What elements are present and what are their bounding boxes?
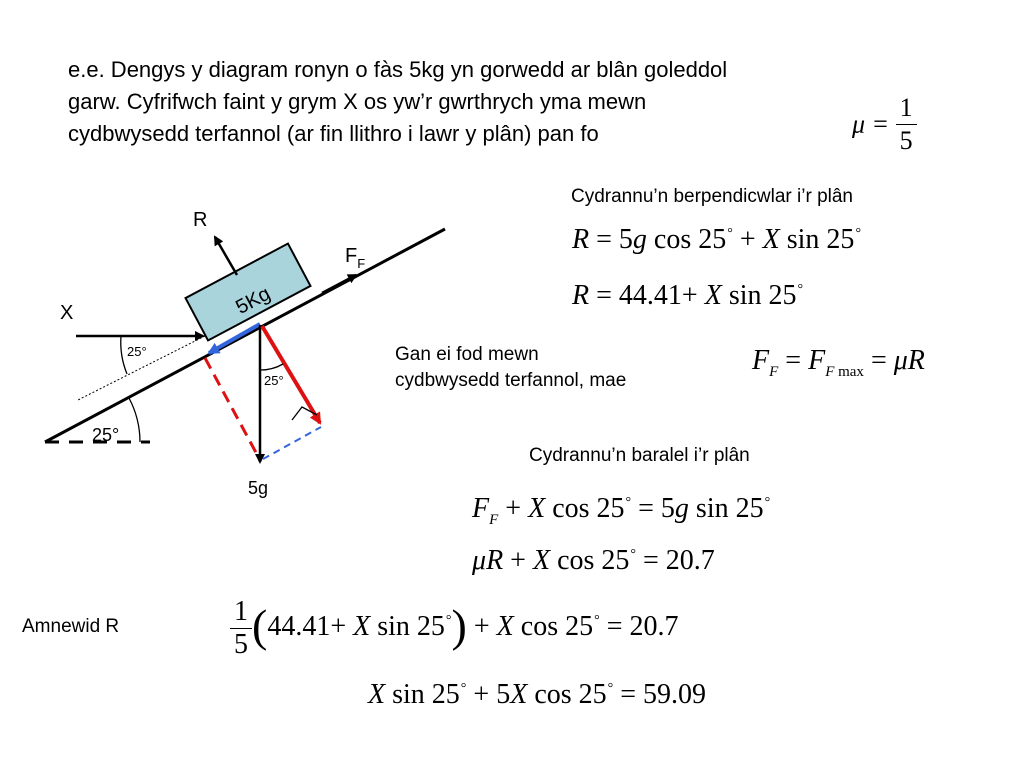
problem-line-3: cydbwysedd terfannol (ar fin llithro i lawr y plân) pan fo bbox=[68, 121, 599, 146]
eq2-part2: sin 25 bbox=[721, 280, 797, 311]
eq6-part3: = 20.7 bbox=[599, 610, 679, 642]
eq4-g: g bbox=[674, 493, 689, 524]
eq3-f1-sub: F bbox=[769, 364, 779, 380]
equation-6 bbox=[230, 596, 679, 661]
eq1-lhs: R bbox=[572, 224, 590, 255]
reaction-arrow bbox=[215, 237, 237, 275]
eq2-lhs: R bbox=[572, 280, 590, 311]
angle-arc-incline bbox=[129, 398, 140, 442]
eq6-inner1: 44.41+ bbox=[267, 610, 354, 642]
eq4-part2: cos 25 bbox=[545, 493, 625, 524]
mu-given-denominator: 5 bbox=[899, 126, 913, 155]
eq3-f1: F bbox=[752, 345, 770, 376]
eq3-f2-sub: F bbox=[825, 364, 835, 380]
equation-2 bbox=[572, 280, 803, 312]
note-limiting-line-1: Gan ei fod mewn bbox=[395, 344, 539, 365]
angle-label-incline: 25° bbox=[92, 425, 120, 445]
eq7-part3: cos 25 bbox=[527, 679, 607, 710]
note-perpendicular: Cydrannu’n berpendicwlar i’r plân bbox=[571, 186, 853, 207]
eq6-fraction bbox=[230, 596, 252, 661]
equation-1 bbox=[572, 224, 861, 256]
equation-4 bbox=[472, 493, 770, 529]
eq5-degree: ° bbox=[630, 547, 637, 562]
eq4-part3: = 5 bbox=[631, 493, 675, 524]
eq7-degree-2: ° bbox=[607, 681, 614, 696]
eq6-x1: X bbox=[353, 610, 371, 642]
eq4-part1: + bbox=[498, 493, 529, 524]
note-parallel: Cydrannu’n baralel i’r plân bbox=[529, 445, 750, 466]
eq7-part1: sin 25 bbox=[385, 679, 460, 710]
note-limiting bbox=[395, 342, 626, 394]
mu-given-lhs: μ = bbox=[852, 109, 890, 139]
eq7-part4: = 59.09 bbox=[613, 679, 707, 710]
eq3-eq1: = bbox=[778, 345, 809, 376]
mu-given-numerator: 1 bbox=[896, 92, 917, 125]
component-dashed-blue bbox=[263, 427, 321, 459]
reaction-label: R bbox=[193, 209, 208, 231]
eq1-g: g bbox=[632, 224, 647, 255]
eq2-x: X bbox=[704, 280, 722, 311]
eq6-inner2: sin 25 bbox=[370, 610, 445, 642]
eq3-f2: F bbox=[808, 345, 826, 376]
eq6-close-paren: ) bbox=[451, 599, 467, 651]
angle-label-x: 25° bbox=[127, 344, 147, 359]
eq3-r: R bbox=[907, 345, 925, 376]
mass-label: 5Kg bbox=[232, 282, 275, 319]
eq5-part2: cos 25 bbox=[550, 545, 630, 576]
eq6-degree-1: ° bbox=[445, 612, 452, 628]
weight-label: 5g bbox=[248, 478, 269, 498]
eq1-part3: + bbox=[732, 224, 763, 255]
eq5-part3: = 20.7 bbox=[636, 545, 715, 576]
note-limiting-line-2: cydbwysedd terfannol, mae bbox=[395, 370, 627, 391]
eq6-part2: cos 25 bbox=[513, 610, 594, 642]
eq3-max: max bbox=[834, 364, 864, 380]
eq7-x2: X bbox=[510, 679, 528, 710]
x-force-label: X bbox=[60, 302, 74, 324]
problem-line-1: e.e. Dengys y diagram ronyn o fàs 5kg yn gorwedd ar blân goleddol bbox=[68, 57, 728, 82]
eq6-denominator: 5 bbox=[234, 629, 248, 660]
eq1-degree-2: ° bbox=[855, 226, 862, 241]
eq1-x: X bbox=[762, 224, 780, 255]
eq1-part2: cos 25 bbox=[646, 224, 727, 255]
eq4-x: X bbox=[528, 493, 546, 524]
eq6-degree-2: ° bbox=[594, 612, 600, 628]
eq2-degree: ° bbox=[797, 282, 804, 297]
problem-line-2: garw. Cyfrifwch faint y grym X os yw’r gwrthrych yma mewn bbox=[68, 89, 647, 114]
eq1-part1: = 5 bbox=[589, 224, 633, 255]
friction-label bbox=[345, 245, 365, 271]
component-dashed-red bbox=[205, 358, 260, 460]
eq1-part4: sin 25 bbox=[779, 224, 855, 255]
note-substitute: Amnewid R bbox=[22, 616, 120, 637]
friction-label-sub: F bbox=[357, 256, 366, 271]
equation-5 bbox=[472, 545, 715, 577]
equation-3 bbox=[752, 345, 925, 381]
eq6-numerator: 1 bbox=[230, 596, 252, 629]
eq5-x: X bbox=[532, 545, 551, 576]
eq4-f: F bbox=[472, 493, 490, 524]
angle-arc-weight bbox=[260, 364, 283, 370]
equation-7 bbox=[368, 679, 706, 711]
eq1-degree-1: ° bbox=[727, 226, 733, 241]
eq4-part4: sin 25 bbox=[688, 493, 764, 524]
angle-label-weight: 25° bbox=[264, 373, 284, 388]
eq5-mu: μ bbox=[472, 545, 487, 576]
eq4-f-sub: F bbox=[489, 512, 499, 528]
friction-arrow bbox=[322, 275, 356, 293]
eq7-part2: + 5 bbox=[466, 679, 511, 710]
eq6-part1: + bbox=[466, 610, 497, 642]
eq4-degree-1: ° bbox=[625, 495, 632, 510]
eq6-x2: X bbox=[496, 610, 514, 642]
eq5-r: R bbox=[486, 545, 504, 576]
eq7-x1: X bbox=[368, 679, 386, 710]
eq7-degree-1: ° bbox=[460, 681, 467, 696]
eq3-eq2: = bbox=[863, 345, 894, 376]
eq5-part1: + bbox=[503, 545, 533, 576]
eq4-degree-2: ° bbox=[764, 495, 771, 510]
eq3-mu: μ bbox=[893, 345, 908, 376]
eq2-part1: = 44.41+ bbox=[589, 280, 705, 311]
eq6-open-paren: ( bbox=[252, 599, 268, 651]
friction-label-main: F bbox=[345, 245, 358, 267]
